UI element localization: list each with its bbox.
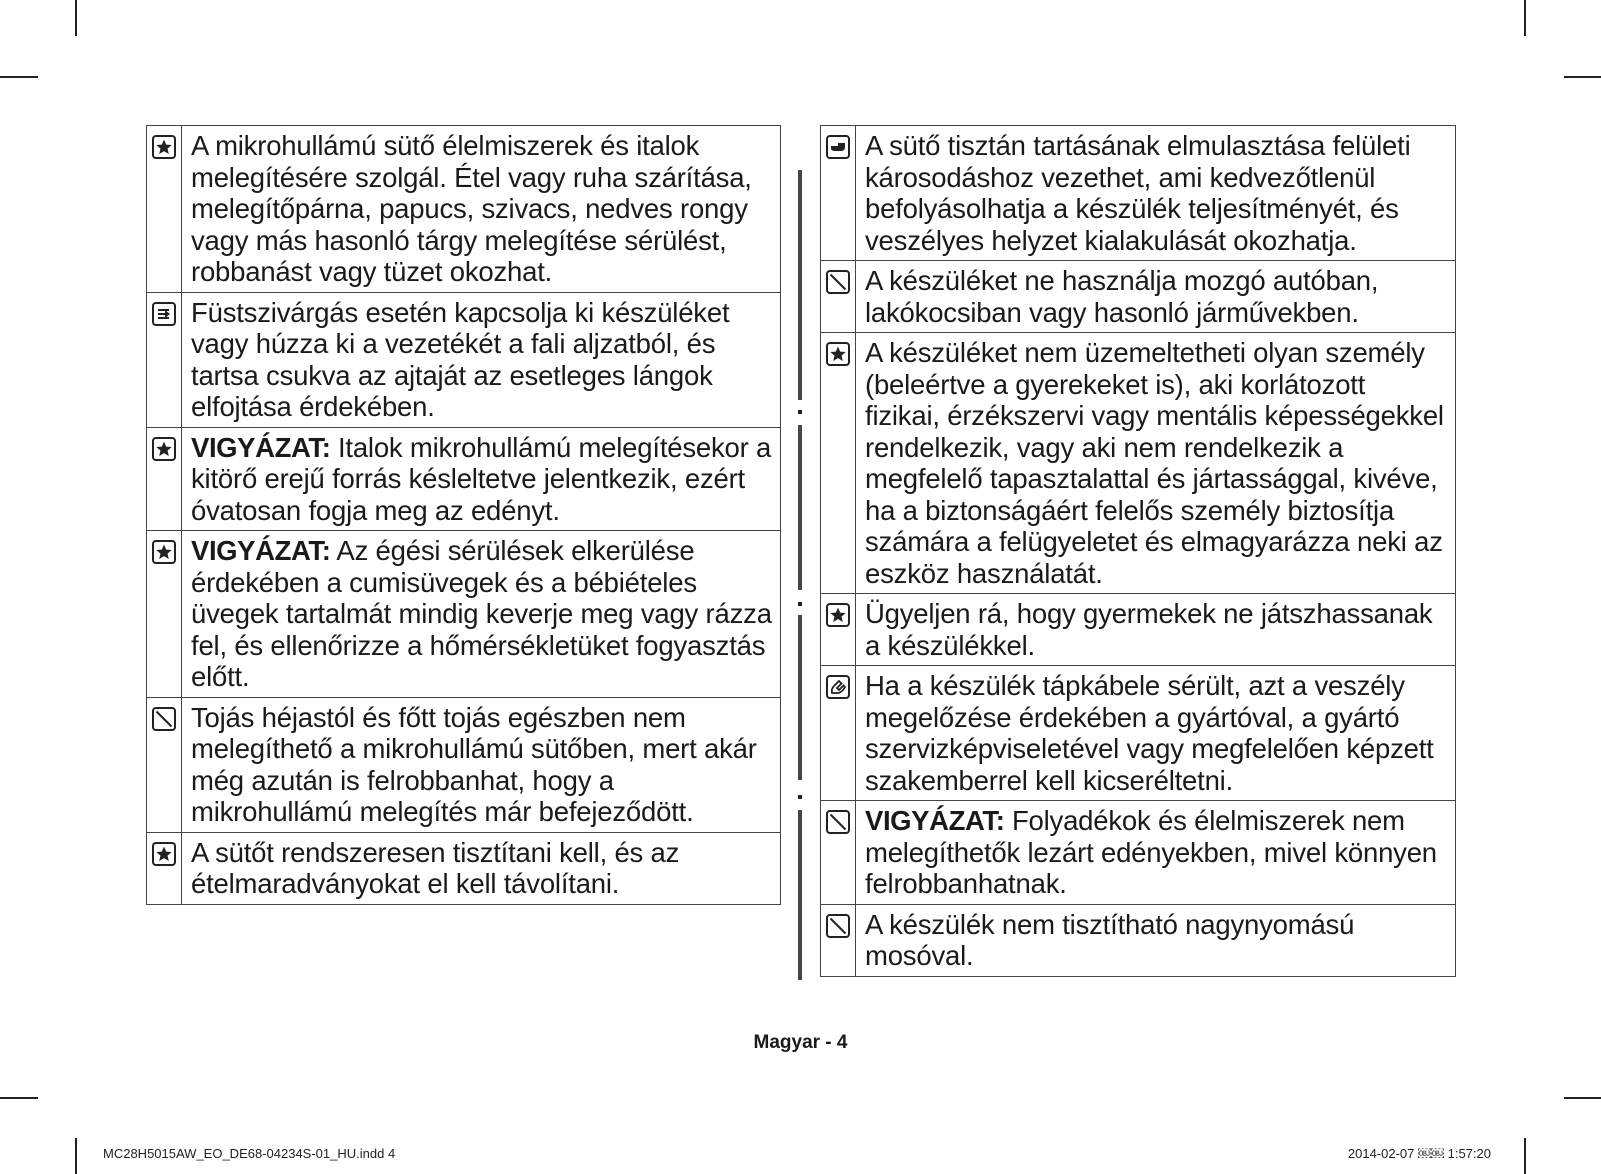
safety-row [821,261,1456,333]
star-note-icon [826,342,850,366]
instruction-text: Ha a készülék tápkábele sérült, azt a veszély megelőzése érdekében a gyártóval, a gyártó szervizképviseletével vagy megfelelően képzett szakemberrel kell kicseréltetni. [865,670,1434,796]
safety-row [147,531,781,698]
row-icon-cell [147,531,182,698]
prohibited-icon [152,707,176,731]
row-icon-cell [821,333,856,594]
safety-row [821,333,1456,594]
instruction-text: Ügyeljen rá, hogy gyermekek ne játszhassanak a készülékkel. [865,598,1433,661]
row-icon-cell [147,427,182,531]
column-divider-dot [798,795,802,799]
crop-mark [0,76,38,78]
instruction-text: Tojás héjastól és főtt tojás egészben nem melegíthető a mikrohullámú sütőben, mert akár még azután is felrobbanhat, hogy a mikrohullámú melegítés már befejeződött. [191,701,757,827]
star-note-icon [152,540,176,564]
instruction-text: Folyadékok és élelmiszerek nem melegíthetők lezárt edényekben, mivel könnyen felrobbanhatnak. [865,805,1437,899]
safety-table-right [820,125,1456,977]
instruction-text: A sütőt rendszeresen tisztítani kell, és az ételmaradványokat el kell távolítani. [191,836,680,899]
crop-mark [1564,1097,1601,1099]
row-icon-cell [821,801,856,905]
safety-row [821,666,1456,801]
crop-mark [75,0,77,36]
safety-row [147,292,781,427]
row-text [182,531,781,698]
star-note-icon [152,437,176,461]
safety-row [147,427,781,531]
footer-timestamp: 2014-02-07 ￼￼ 1:57:20 [1347,1146,1491,1161]
column-divider [798,170,802,400]
row-text [856,261,1456,333]
star-note-icon [826,603,850,627]
row-text [182,697,781,832]
safety-row [821,801,1456,905]
row-text [182,126,781,293]
row-text [182,292,781,427]
row-text [856,666,1456,801]
row-text [856,126,1456,261]
row-icon-cell [147,292,182,427]
column-divider [798,425,802,590]
row-icon-cell [821,666,856,801]
crop-mark [1564,76,1601,78]
column-divider-dot [798,602,802,606]
safety-row [147,126,781,293]
row-text [856,333,1456,594]
instruction-text: A sütő tisztán tartásának elmulasztása felületi károsodáshoz vezethet, ami kedvezőtlenül befolyásolhatja a készülék teljesítményét, és veszélyes helyzet kialakulását okozhatja. [865,130,1411,256]
phone-icon [826,675,850,699]
column-divider-dot [798,410,802,414]
row-icon-cell [821,594,856,666]
row-icon-cell [821,904,856,976]
footer-filename: MC28H5015AW_EO_DE68-04234S-01_HU.indd 4 [103,1146,396,1161]
column-divider [798,810,802,980]
safety-table-left [146,125,781,905]
row-icon-cell [147,832,182,904]
safety-row [821,594,1456,666]
prohibited-icon [826,270,850,294]
prohibited-icon [826,810,850,834]
row-icon-cell [821,261,856,333]
crop-mark [75,1138,77,1174]
star-note-icon [152,842,176,866]
crop-mark [1524,1138,1526,1174]
row-text [856,904,1456,976]
page-number: Magyar - 4 [753,1032,848,1053]
crop-mark [0,1097,38,1099]
safety-row [821,904,1456,976]
warning-label: VIGYÁZAT: [191,431,331,463]
warning-label: VIGYÁZAT: [865,805,1005,836]
row-icon-cell [147,697,182,832]
row-text [182,832,781,904]
instruction-text: A készüléket nem üzemeltetheti olyan személy (beleértve a gyerekeket is), aki korlátozott fizikai, érzékszervi vagy mentális képességekkel rendelkezik, vagy aki nem rendelkezik a megfelelő tapasztalattal és jártassággal, kivéve, ha a biztonságáért felelős személy biztosítja számára a felügyeletet és elmagyarázza neki az eszköz használatát. [865,337,1444,589]
hand-pointer-icon [826,135,850,159]
unplug-icon [152,302,176,326]
warning-label: VIGYÁZAT: [191,535,331,566]
instruction-text: A készülék nem tisztítható nagynyomású mosóval. [865,908,1355,971]
safety-row [147,832,781,904]
star-note-icon [152,135,176,159]
instruction-text: Italok mikrohullámú melegítésekor a kitörő erejű forrás késleltetve jelentkezik, ezért óvatosan fogja meg az edényt. [191,431,772,526]
instruction-text: Füstszivárgás esetén kapcsolja ki készüléket vagy húzza ki a vezetékét a fali aljzatból, és tartsa csukva az ajtaját az esetleges lángok elfojtása érdekében. [191,296,730,422]
crop-mark [1524,0,1526,36]
instruction-text: A mikrohullámú sütő élelmiszerek és italok melegítésére szolgál. Étel vagy ruha szárítása, melegítőpárna, papucs, szivacs, nedves rongy vagy más hasonló tárgy melegítése sérülést, robbanást vagy tüzet okozhat. [191,130,752,287]
prohibited-icon [826,914,850,938]
safety-row [147,697,781,832]
instruction-text: Az égési sérülések elkerülése érdekében a cumisüvegek és a bébiételes üvegek tartalmát mindig keverje meg vagy rázza fel, és ellenőrizze a hőmérsékletüket fogyasztás előtt. [191,535,772,692]
row-text [856,594,1456,666]
row-text [182,427,781,531]
row-icon-cell [821,126,856,261]
row-text [856,801,1456,905]
column-divider [798,615,802,780]
instruction-text: A készüléket ne használja mozgó autóban, lakókocsiban vagy hasonló járművekben. [865,265,1379,328]
safety-row [821,126,1456,261]
row-icon-cell [147,126,182,293]
